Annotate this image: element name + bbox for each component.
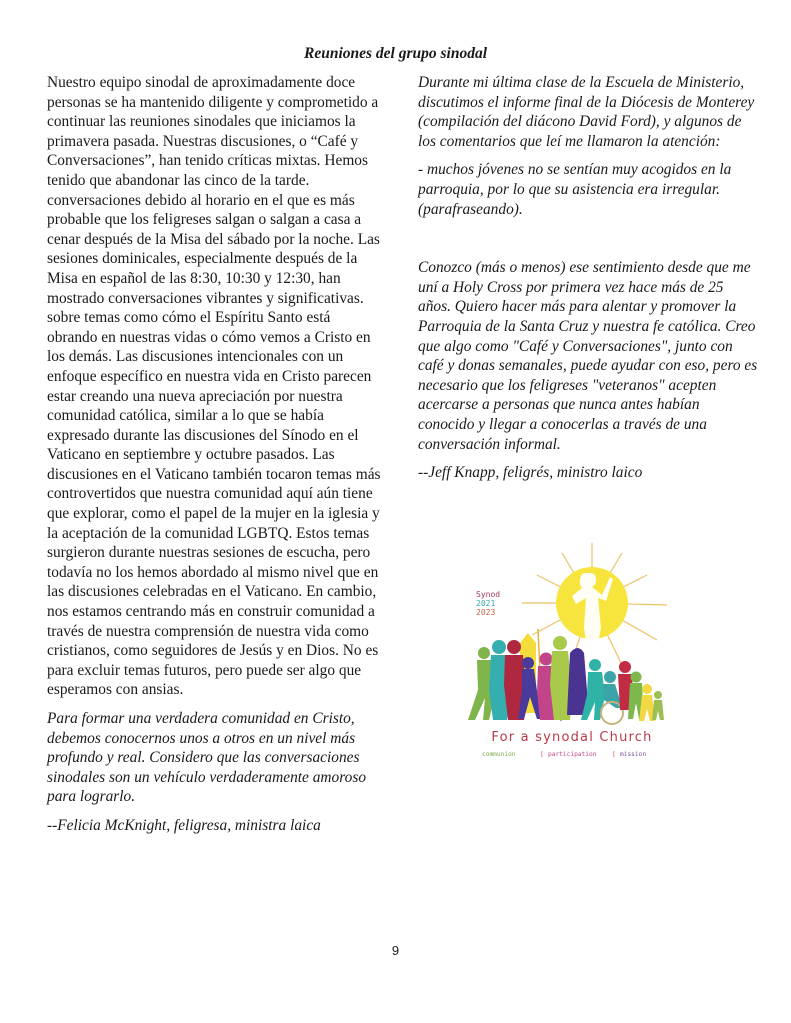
- logo-tagline: For a synodal Church: [491, 730, 653, 745]
- synod-logo-icon: [462, 535, 682, 767]
- body-paragraph: Nuestro equipo sinodal de aproximadamente doce personas se ha mantenido diligente y comprometido a continuar las reuniones sinodales que iniciamos la primavera pasada. Nuestras discusiones, o “Café y Conversaciones”, han tenido críticas mixtas. Hemos tenido que abandonar las cinco de la tarde. conversaciones debido al horario en el que es más probable que los feligreses salgan o salgan a casa a cenar después de la Misa del sábado por la noche. Las sesiones dominicales, especialmente después de la Misa en español de las 8:30, 10:30 y 12:30, han mostrado conversaciones vibrantes y significativas. sobre temas como cómo el Espíritu Santo está obrando en nuestras vidas o cómo vemos a Cristo en los demás. Las discusiones intencionales con un enfoque específico en nuestra vida en Cristo parecen estar creando una nueva apreciación por nuestra comunidad católica, similar a lo que se había expresado durante las discusiones del Sínodo en el Vaticano en septiembre y octubre pasados. Las discusiones en el Vaticano también tocaron temas más controvertidos que nuestra comunidad aquí aún tiene que explorar, como el papel de la mujer en la iglesia y la aceptación de la comunidad LGBTQ. Estos temas surgieron durante nuestras sesiones de escucha, pero todavía no los hemos abordado al mismo nivel que en las discusiones celebradas en el Vaticano. En cambio, nos estamos centrando más en construir comunidad a través de nuestra comprensión de nuestra vida como cristianos, como seguidores de Jesús y en Dios. No es para excluir temas futuros, pero puede ser algo que esperamos con ansias.: [47, 74, 381, 699]
- logo-separator: |: [612, 751, 616, 758]
- logo-communion: communion: [482, 751, 516, 758]
- quote-paragraph: Para formar una verdadera comunidad en Cristo, debemos conocernos unos a otros en un nivel más profundo y real. Considero que las conversaciones sinodales son un vehículo verdaderamente amoroso para lograrlo.: [47, 710, 367, 806]
- logo-synod-label: Synod: [476, 590, 501, 599]
- reflection-paragraph: Conozco (más o menos) ese sentimiento desde que me uní a Holy Cross por primera vez hace más de 25 años. Quiero hacer más para alentar y promover la Parroquia de la Santa Cruz y nuestra fe católica. Creo que algo como "Café y Conversaciones", junto con café y donas semanales, puede ayudar con eso, pero es necesario que los feligreses "veteranos" acepten acercarse a personas que nunca antes habían conocido y llegar a conocerlas a través de una conversación informal.: [418, 259, 758, 453]
- logo-separator: |: [540, 751, 544, 758]
- intro-paragraph: Durante mi última clase de la Escuela de Ministerio, discutimos el informe final de la Diócesis de Monterey (compilación del diácono David Ford), y algunos de los comentarios que leí me llamaron la atención:: [418, 74, 755, 150]
- logo-mission: mission: [620, 751, 647, 758]
- right-column: [418, 73, 758, 492]
- logo-year-start: 2021: [476, 599, 496, 608]
- spacer: [418, 228, 758, 258]
- logo-participation: participation: [548, 751, 597, 758]
- reflection-attribution: --Jeff Knapp, feligrés, ministro laico: [418, 464, 643, 482]
- page-title: Reuniones del grupo sinodal: [303, 45, 488, 62]
- bullet-paragraph: - muchos jóvenes no se sentían muy acogidos en la parroquia, por lo que su asistencia era irregular. (parafraseando).: [418, 161, 732, 218]
- page-number: 9: [391, 943, 400, 958]
- logo-year-end: 2023: [476, 608, 496, 617]
- synod-logo-image: [462, 535, 682, 767]
- quote-attribution: --Felicia McKnight, feligresa, ministra laica: [47, 816, 321, 834]
- left-column: [47, 73, 382, 845]
